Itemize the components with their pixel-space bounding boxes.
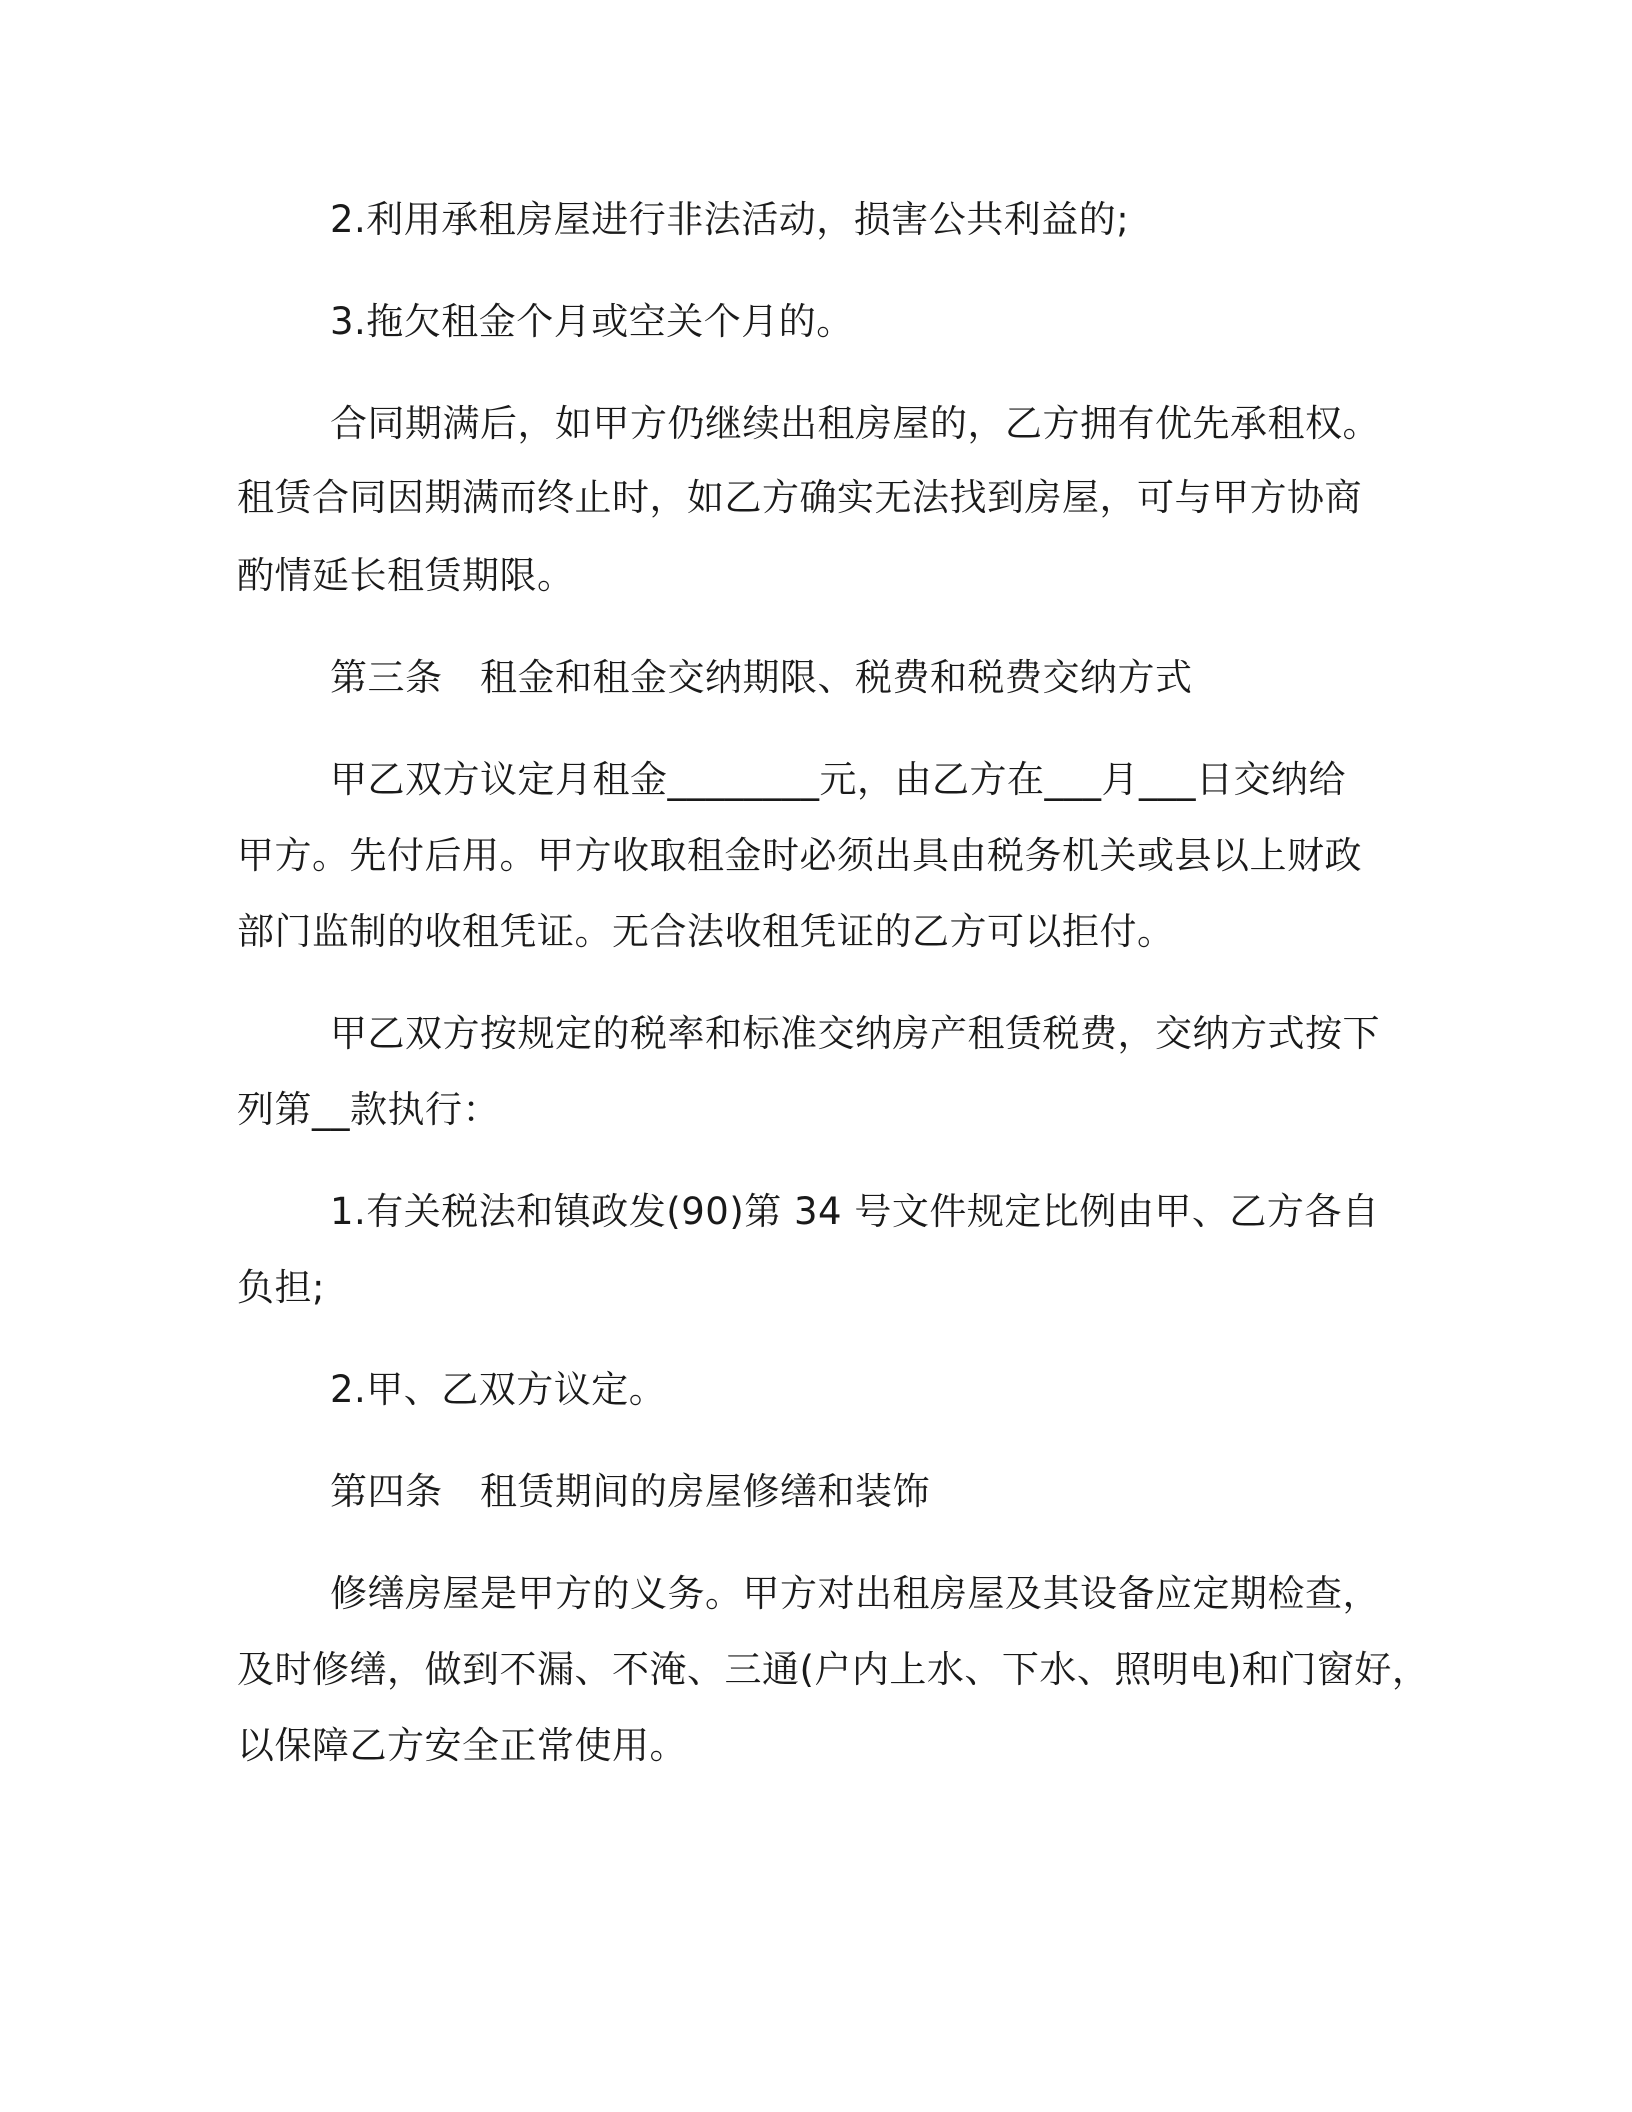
paragraph-repair-line-2: 及时修缮，做到不漏、不淹、三通(户内上水、下水、照明电)和门窗好， [237,1648,1430,1691]
paragraph-renewal-line-3: 酌情延长租赁期限。 [237,554,575,597]
paragraph-renewal-line-2: 租赁合同因期满而终止时，如乙方确实无法找到房屋，可与甲方协商 [237,476,1362,519]
paragraph-rent-line-3: 部门监制的收租凭证。无合法收租凭证的乙方可以拒付。 [237,910,1175,953]
paragraph-repair-line-3: 以保障乙方安全正常使用。 [237,1724,687,1767]
tax-option-1-line-1: 1.有关税法和镇政发(90)第 34 号文件规定比例由甲、乙方各自 [330,1190,1380,1233]
article-three-heading: 第三条 租金和租金交纳期限、税费和税费交纳方式 [330,656,1193,699]
clause-item-3-line: 3.拖欠租金个月或空关个月的。 [330,300,854,343]
clause-item-2-line: 2.利用承租房屋进行非法活动，损害公共利益的; [330,198,1130,241]
paragraph-tax-line-2: 列第__款执行： [237,1088,500,1131]
paragraph-repair-line-1: 修缮房屋是甲方的义务。甲方对出租房屋及其设备应定期检查， [330,1572,1380,1615]
tax-option-2-line: 2.甲、乙双方议定。 [330,1368,667,1411]
article-four-heading: 第四条 租赁期间的房屋修缮和装饰 [330,1470,930,1513]
paragraph-rent-line-1: 甲乙双方议定月租金________元，由乙方在___月___日交纳给 [330,758,1346,801]
tax-option-1-line-2: 负担; [237,1266,325,1309]
paragraph-rent-line-2: 甲方。先付后用。甲方收取租金时必须出具由税务机关或县以上财政 [237,834,1362,877]
paragraph-tax-line-1: 甲乙双方按规定的税率和标准交纳房产租赁税费，交纳方式按下 [330,1012,1380,1055]
paragraph-renewal-line-1: 合同期满后，如甲方仍继续出租房屋的，乙方拥有优先承租权。 [330,402,1380,445]
